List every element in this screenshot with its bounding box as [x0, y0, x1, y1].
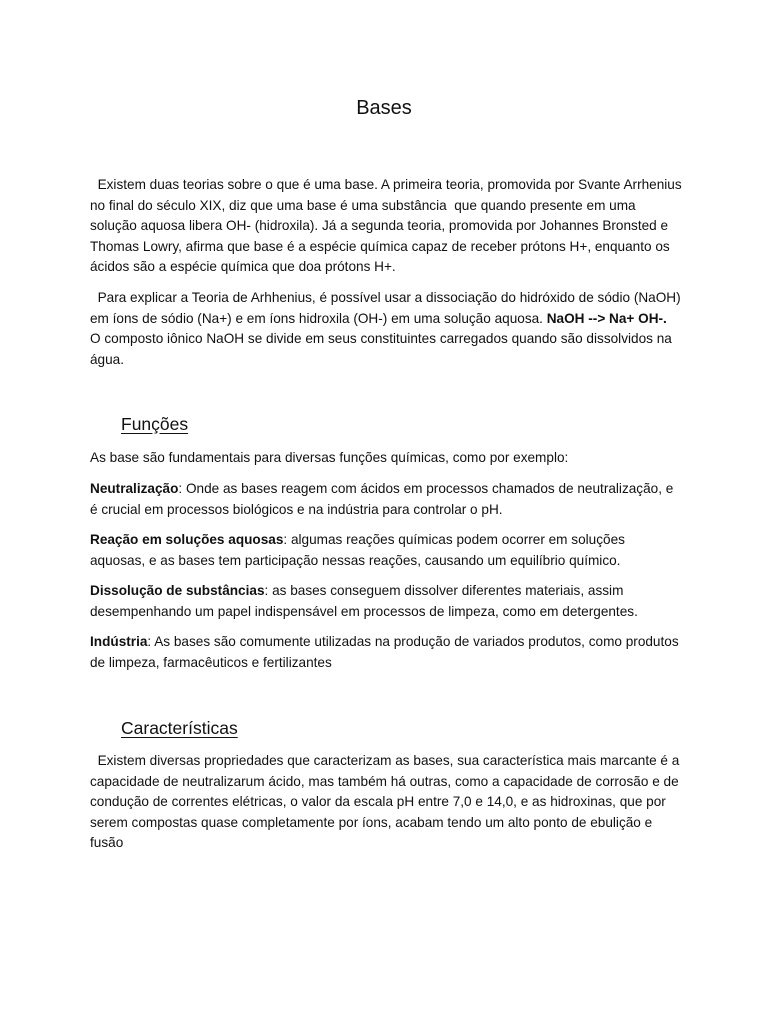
- document-title: Bases: [356, 97, 412, 119]
- funcao-term: Dissolução de substâncias: [90, 583, 265, 598]
- funcao-term: Indústria: [90, 634, 148, 649]
- funcao-item-industria: [90, 632, 682, 673]
- funcao-term: Reação em soluções aquosas: [90, 532, 284, 547]
- funcao-item-neutralizacao: [90, 479, 682, 520]
- funcao-term: Neutralização: [90, 481, 179, 496]
- funcao-text: : As bases são comumente utilizadas na produção de variados produtos, como produtos de limpeza, farmacêuticos e fertilizantes: [90, 634, 679, 670]
- caracteristicas-heading: Características: [121, 718, 238, 738]
- funcao-text: : Onde as bases reagem com ácidos em processos chamados de neutralização, e é crucial em processos biológicos e na indústria para controlar o pH.: [90, 481, 674, 517]
- funcoes-heading: Funções: [121, 414, 189, 434]
- funcao-item-dissolucao: [90, 581, 682, 622]
- intro-paragraph-1: Existem duas teorias sobre o que é uma base. A primeira teoria, promovida por Svante Arrhenius no final do século XIX, diz que uma base é uma substância que quando presente em uma solução aquosa libera OH- (hidroxila). Já a segunda teoria, promovida por Johannes Bronsted e Thomas Lowry, afirma que base é a espécie química capaz de receber prótons H+, enquanto os ácidos são a espécie química que doa prótons H+.: [90, 177, 686, 275]
- funcao-text: : algumas reações químicas podem ocorrer em soluções aquosas, e as bases tem participação nessas reações, causando um equilíbrio químico.: [90, 532, 625, 568]
- dissociation-equation: NaOH --> Na+ OH-.: [546, 310, 667, 326]
- intro-paragraph-2: [90, 288, 685, 370]
- funcoes-lead: As base são fundamentais para diversas funções químicas, como por exemplo:: [90, 450, 569, 465]
- intro-p2-text-end: O composto iônico NaOH se divide em seus constituintes carregados quando são dissolvidos na água.: [90, 310, 676, 367]
- funcao-text: : as bases conseguem dissolver diferentes materiais, assim desempenhando um papel indispensável em processos de limpeza, como em detergentes.: [90, 583, 638, 619]
- intro-p2-text-start: Para explicar a Teoria de Arhhenius, é possível usar a dissociação do hidróxido de sódio (NaOH) em íons de sódio (Na+) e em íons hidroxila (OH-) em uma solução aquosa.: [90, 290, 685, 326]
- funcao-item-reacao: [90, 530, 682, 571]
- caracteristicas-paragraph: Existem diversas propriedades que caracterizam as bases, sua característica mais marcante é a capacidade de neutralizarum ácido, mas também há outras, como a capacidade de corrosão e de condução de correntes elétricas, o valor da escala pH entre 7,0 e 14,0, e as hidroxinas, que por serem compostas quase completamente por íons, acabam tendo um alto ponto de ebulição e fusão: [90, 753, 684, 851]
